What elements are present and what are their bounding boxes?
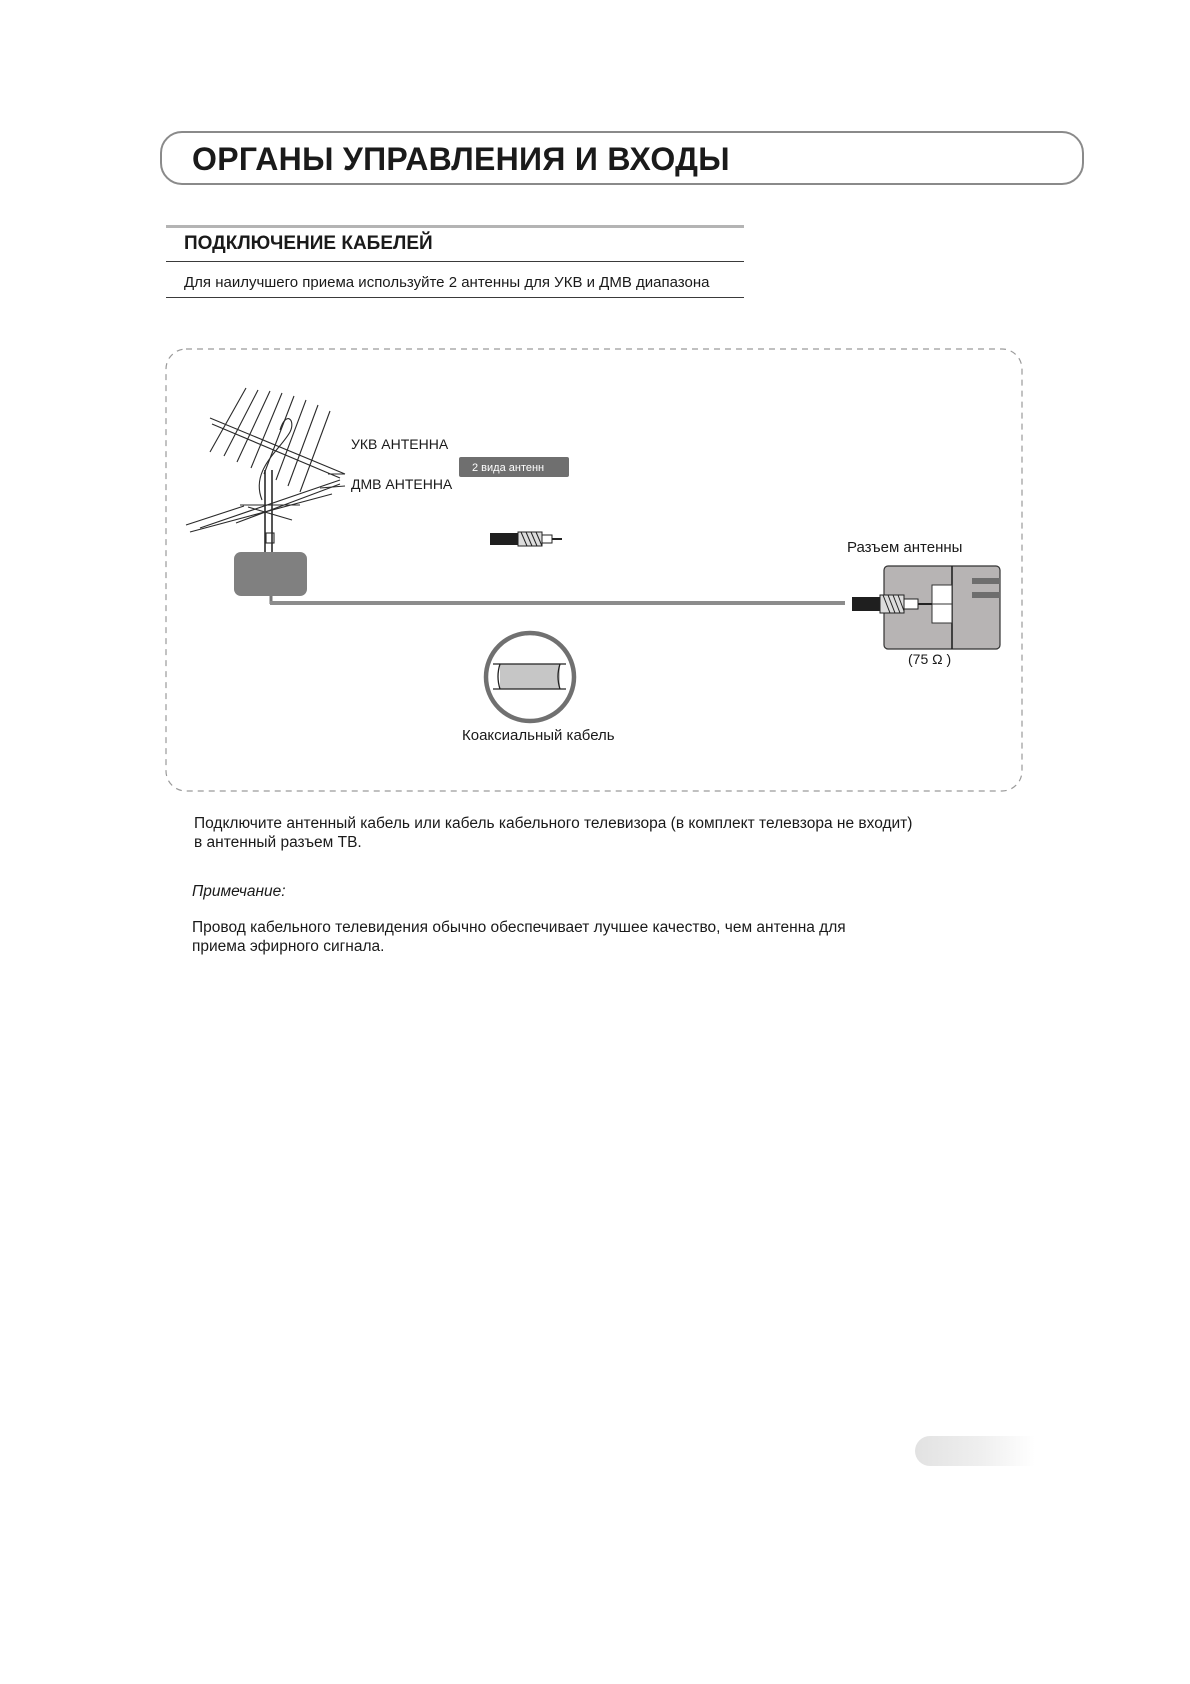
note-line-1: Провод кабельного телевидения обычно обеспечивает лучшее качество, чем антенна для (192, 919, 846, 936)
antenna-types-badge-text: 2 вида антенн (472, 462, 545, 474)
note-paragraph (192, 918, 952, 956)
coax-magnifier-icon (486, 633, 574, 721)
uhf-antenna-label: ДМВ АНТЕННА (351, 476, 453, 492)
section-subtitle: Для наилучшего приема используйте 2 антенны для УКВ и ДМВ диапазона (184, 274, 710, 291)
instruction-line-1: Подключите антенный кабель или кабель кабельного телевизора (в комплект телевзора не входит) (194, 815, 913, 832)
section-title: ПОДКЛЮЧЕНИЕ КАБЕЛЕЙ (184, 233, 433, 254)
impedance-label: (75 Ω ) (908, 651, 952, 667)
antenna-icon (186, 388, 345, 560)
instruction-line-2: в антенный разъем ТВ. (194, 834, 362, 851)
page-number-tab (915, 1436, 1035, 1466)
coax-plug-icon (490, 532, 562, 546)
coax-cable-label: Коаксиальный кабель (462, 727, 615, 744)
instruction-paragraph (194, 814, 994, 852)
antenna-box (234, 552, 307, 596)
note-line-2: приема эфирного сигнала. (192, 938, 385, 955)
vhf-antenna-label: УКВ АНТЕННА (351, 436, 449, 452)
antenna-connector-label: Разъем антенны (847, 539, 963, 556)
note-label: Примечание: (192, 883, 286, 900)
page-title: ОРГАНЫ УПРАВЛЕНИЯ И ВХОДЫ (192, 141, 730, 177)
